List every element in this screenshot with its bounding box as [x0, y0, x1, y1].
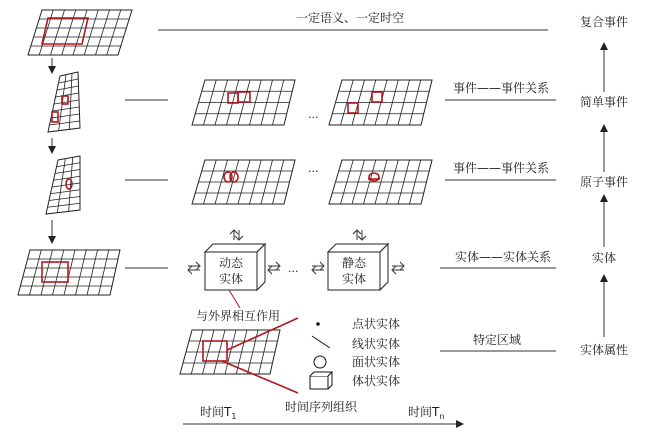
level-simple-event: 简单事件 [579, 95, 629, 109]
grid-atomic-event-1 [192, 160, 295, 204]
event-relation-label-1: 事件——事件关系 [453, 81, 550, 95]
grid-simple-event-2 [329, 80, 432, 125]
event-relation-label-2: 事件——事件关系 [453, 161, 550, 175]
static-entity-box [328, 244, 388, 290]
point-entity-icon [316, 322, 320, 326]
legend-area: 面状实体 [352, 355, 401, 369]
grid-entity-attribute [180, 330, 280, 374]
ellipsis-row2: ... [308, 108, 319, 121]
legend-point: 点状实体 [352, 317, 401, 331]
specific-region-label: 特定区域 [473, 333, 522, 347]
static-entity-line1: 静态 [341, 256, 367, 270]
timeline-end: 时间$T_n$ [408, 405, 445, 421]
entity-relation-label: 实体——实体关系 [455, 250, 552, 264]
legend-line: 线状实体 [352, 337, 401, 351]
dynamic-entity-box [205, 244, 265, 290]
grid-simple-event-1 [192, 80, 295, 125]
static-entity-line2: 实体 [341, 272, 367, 286]
level-entity-attribute: 实体属性 [579, 343, 629, 357]
timeline-middle: 时间序列组织 [285, 400, 358, 414]
area-entity-icon [314, 356, 326, 368]
volume-entity-icon [310, 372, 332, 389]
grid-compound-event [28, 10, 132, 55]
ellipsis-row4: ... [288, 262, 299, 275]
line-entity-icon [312, 336, 330, 348]
grid-atomic-event-small [46, 156, 80, 214]
grid-entity-left [18, 250, 120, 295]
dynamic-entity-line2: 实体 [218, 272, 244, 286]
legend-volume: 体状实体 [352, 374, 401, 388]
grid-simple-event-small [48, 72, 80, 132]
interaction-label: 与外界相互作用 [196, 309, 281, 323]
ellipsis-row3: ... [308, 162, 319, 175]
legend [310, 316, 400, 389]
top-label: 一定语义、一定时空 [295, 11, 405, 25]
level-compound-event: 复合事件 [579, 15, 629, 29]
dynamic-entity-line1: 动态 [218, 256, 244, 270]
interaction-pointer [229, 290, 240, 308]
level-entity: 实体 [591, 251, 617, 265]
level-atomic-event: 原子事件 [579, 175, 629, 189]
grid-atomic-event-2 [329, 160, 432, 204]
timeline-start: 时间$T_1$ [200, 405, 237, 421]
